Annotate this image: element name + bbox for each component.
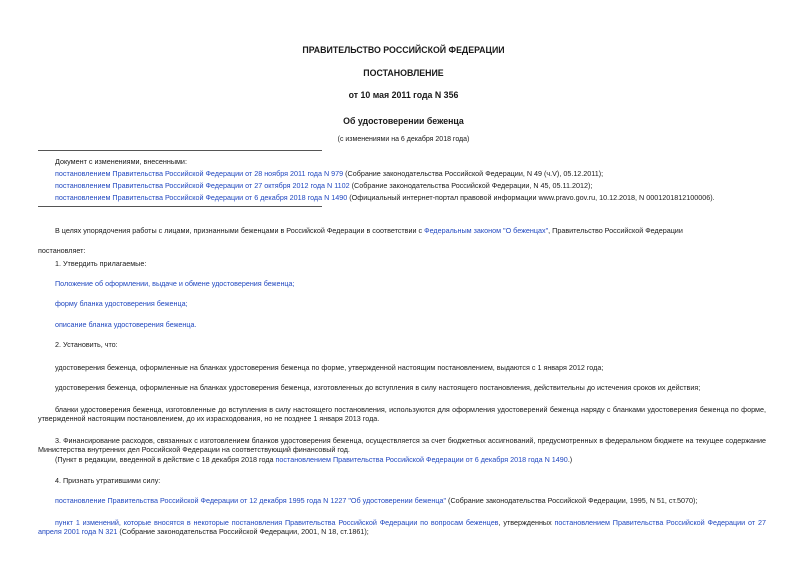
note-text-end: .) <box>567 455 573 464</box>
paragraph-2-c-line1: бланки удостоверения беженца, изготовленные до вступления в силу настоящего постановления, используются для оформления удостоверений беженца наряду с бланками удостоверения беженца по форме, <box>55 405 766 414</box>
changes-bottom-divider <box>38 206 322 207</box>
repealed-decree-link[interactable]: постановление Правительства Российской Федерации от 12 декабря 1995 года N 1227 "Об удостоверении беженца" <box>55 496 447 505</box>
paragraph-3-note <box>55 455 572 464</box>
revision-note: (с изменениями на 6 декабря 2018 года) <box>337 136 470 143</box>
paragraph-3-line1: 3. Финансирование расходов, связанных с изготовлением бланков удостоверения беженца, осуществляется за счет бюджетных ассигнований, предусмотренных в федеральном бюджете на текущее содержание <box>55 436 766 445</box>
paragraph-3-line2: Министерства внутренних дел Российской Федерации на соответствующий финансовый год. <box>38 445 350 454</box>
repealed-item-line2 <box>38 527 369 536</box>
preamble <box>55 226 683 235</box>
preamble-text-end: , Правительство Российской Федерации <box>548 226 683 235</box>
change-item <box>55 169 603 178</box>
repealed-mid: , утвержденных <box>498 518 555 527</box>
amendment-link[interactable]: постановлением Правительства Российской Федерации от 6 декабря 2018 года N 1490 <box>275 455 568 464</box>
change-item <box>55 181 592 190</box>
issuing-authority: ПРАВИТЕЛЬСТВО РОССИЙСКОЙ ФЕДЕРАЦИИ <box>302 45 505 55</box>
change-link[interactable]: постановлением Правительства Российской Федерации от 28 ноября 2011 года N 979 <box>55 169 344 178</box>
approved-item <box>55 279 295 288</box>
paragraph-1: 1. Утвердить прилагаемые: <box>55 259 147 268</box>
resolves-word: постановляет: <box>38 246 86 255</box>
preamble-text: В целях упорядочения работы с лицами, признанными беженцами в Российской Федерации в соответствии с <box>55 226 425 235</box>
blank-description-link[interactable]: описание бланка удостоверения беженца. <box>55 320 197 329</box>
blank-form-link[interactable]: форму бланка удостоверения беженца; <box>55 299 188 308</box>
document-title: Об удостоверении беженца <box>343 116 464 126</box>
paragraph-2: 2. Установить, что: <box>55 340 118 349</box>
change-source: (Собрание законодательства Российской Федерации, N 49 (ч.V), 05.12.2011); <box>343 169 604 178</box>
change-link[interactable]: постановлением Правительства Российской Федерации от 6 декабря 2018 года N 1490 <box>55 193 348 202</box>
repealed-item-line1 <box>38 518 766 527</box>
repealed-item <box>55 496 697 505</box>
paragraph-4: 4. Признать утратившими силу: <box>55 476 161 485</box>
regulation-link[interactable]: Положение об оформлении, выдаче и обмене удостоверения беженца; <box>55 279 295 288</box>
decree-321-link-cont[interactable]: апреля 2001 года N 321 <box>38 527 118 536</box>
repealed-source: (Собрание законодательства Российской Федерации, 2001, N 18, ст.1861); <box>117 527 369 536</box>
paragraph-2-a: удостоверения беженца, оформленные на бланках удостоверения беженца по форме, утвержденной настоящим постановлением, выдаются с 1 января 2012 года; <box>55 363 604 372</box>
changes-intro: Документ с изменениями, внесенными: <box>55 157 187 166</box>
change-source: (Официальный интернет-портал правовой информации www.pravo.gov.ru, 10.12.2018, N 0001201812100006). <box>347 193 715 202</box>
approved-item <box>55 320 197 329</box>
decree-321-link[interactable]: постановлением Правительства Российской Федерации от 27 <box>554 518 767 527</box>
change-item <box>55 193 715 202</box>
change-link[interactable]: постановлением Правительства Российской Федерации от 27 октября 2012 года N 1102 <box>55 181 350 190</box>
repealed-source: (Собрание законодательства Российской Федерации, 1995, N 51, ст.5070); <box>446 496 698 505</box>
federal-law-link[interactable]: Федеральным законом "О беженцах" <box>424 226 549 235</box>
approved-item <box>55 299 188 308</box>
document-date-number: от 10 мая 2011 года N 356 <box>348 90 459 100</box>
note-text: (Пункт в редакции, введенной в действие с 18 декабря 2018 года <box>55 455 276 464</box>
changes-point-link[interactable]: пункт 1 изменений, которые вносятся в некоторые постановления Правительства Российской Федерации по вопросам беженцев <box>55 518 499 527</box>
paragraph-2-c-line2: утвержденной настоящим постановлением, до их израсходования, но не позднее 1 января 2013 года. <box>38 414 380 423</box>
change-source: (Собрание законодательства Российской Федерации, N 45, 05.11.2012); <box>349 181 593 190</box>
paragraph-2-b: удостоверения беженца, оформленные на бланках удостоверения беженца, изготовленных до вступления в силу настоящего постановления, действительны до истечения сроков их действия; <box>55 383 701 392</box>
changes-top-divider <box>38 150 322 151</box>
document-type: ПОСТАНОВЛЕНИЕ <box>363 68 444 78</box>
